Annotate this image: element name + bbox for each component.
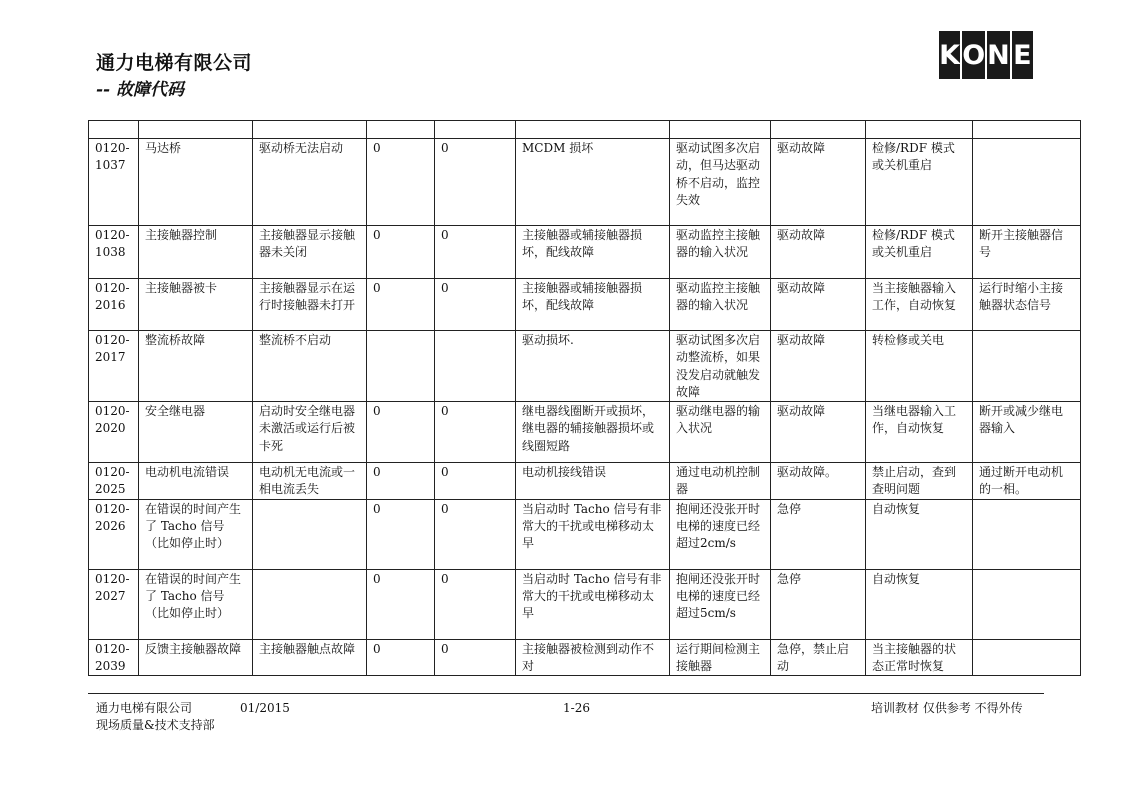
cell-code: 0120-2017 — [89, 331, 139, 402]
cell-remedy — [973, 331, 1081, 402]
cell-param-b: 0 — [435, 639, 516, 676]
cell-code — [89, 121, 139, 139]
cell-name: 在错误的时间产生了 Tacho 信号（比如停止时） — [139, 499, 253, 569]
cell-code: 0120-2016 — [89, 279, 139, 331]
cell-param-a: 0 — [367, 279, 435, 331]
cell-remedy: 断开主接触器信号 — [973, 226, 1081, 279]
cell-type: 驱动故障 — [771, 331, 866, 402]
cell-detection — [670, 121, 771, 139]
cell-param-b: 0 — [435, 463, 516, 500]
cell-detection: 通过电动机控制器 — [670, 463, 771, 500]
cell-description: 主接触器显示在运行时接触器未打开 — [253, 279, 367, 331]
cell-name — [139, 121, 253, 139]
footer-company: 通力电梯有限公司 — [96, 701, 193, 715]
cell-name: 马达桥 — [139, 139, 253, 226]
cell-description — [253, 499, 367, 569]
cell-remedy — [973, 639, 1081, 676]
cell-name: 主接触器控制 — [139, 226, 253, 279]
cell-recovery: 转检修或关电 — [866, 331, 973, 402]
cell-description: 主接触器触点故障 — [253, 639, 367, 676]
footer-date: 01/2015 — [240, 701, 290, 715]
cell-type — [771, 121, 866, 139]
cell-code: 0120-2020 — [89, 402, 139, 463]
table-row — [89, 499, 1081, 569]
logo-letter: E — [1012, 31, 1033, 79]
cell-remedy — [973, 499, 1081, 569]
table-row — [89, 331, 1081, 402]
cell-recovery: 当主接触器输入工作，自动恢复 — [866, 279, 973, 331]
cell-param-a: 0 — [367, 463, 435, 500]
cell-param-b: 0 — [435, 139, 516, 226]
cell-type: 急停 — [771, 499, 866, 569]
cell-param-b — [435, 121, 516, 139]
cell-cause: 驱动损坏. — [516, 331, 670, 402]
cell-name: 电动机电流错误 — [139, 463, 253, 500]
cell-code: 0120-2026 — [89, 499, 139, 569]
cell-detection: 驱动监控主接触器的输入状况 — [670, 226, 771, 279]
cell-name: 在错误的时间产生了 Tacho 信号（比如停止时） — [139, 569, 253, 639]
cell-param-a: 0 — [367, 139, 435, 226]
cell-detection: 抱闸还没张开时电梯的速度已经超过5cm/s — [670, 569, 771, 639]
cell-code: 0120-1038 — [89, 226, 139, 279]
cell-param-a: 0 — [367, 499, 435, 569]
footer-page-number: 1-26 — [563, 701, 590, 715]
cell-param-b: 0 — [435, 499, 516, 569]
cell-param-a — [367, 121, 435, 139]
cell-code: 0120-2039 — [89, 639, 139, 676]
logo-letter: O — [962, 31, 985, 79]
table-row — [89, 639, 1081, 676]
cell-detection: 抱闸还没张开时电梯的速度已经超过2cm/s — [670, 499, 771, 569]
cell-name: 整流桥故障 — [139, 331, 253, 402]
cell-remedy: 运行时缩小主接触器状态信号 — [973, 279, 1081, 331]
cell-detection: 驱动试图多次启动整流桥，如果没发启动就触发故障 — [670, 331, 771, 402]
cell-param-b — [435, 331, 516, 402]
cell-code: 0120-2027 — [89, 569, 139, 639]
cell-remedy — [973, 569, 1081, 639]
cell-name: 反馈主接触器故障 — [139, 639, 253, 676]
cell-cause: 主接触器被检测到动作不对 — [516, 639, 670, 676]
table-row — [89, 402, 1081, 463]
cell-type: 驱动故障 — [771, 139, 866, 226]
cell-recovery: 检修/RDF 模式或关机重启 — [866, 139, 973, 226]
cell-param-a: 0 — [367, 226, 435, 279]
cell-detection: 驱动试图多次启动，但马达驱动桥不启动，监控失效 — [670, 139, 771, 226]
cell-param-b: 0 — [435, 226, 516, 279]
cell-description: 驱动桥无法启动 — [253, 139, 367, 226]
footer-department: 现场质量&技术支持部 — [96, 718, 215, 732]
kone-logo — [939, 31, 1033, 79]
cell-detection: 驱动监控主接触器的输入状况 — [670, 279, 771, 331]
cell-param-a: 0 — [367, 569, 435, 639]
cell-type: 驱动故障 — [771, 279, 866, 331]
table-header-row — [89, 121, 1081, 139]
cell-cause: 当启动时 Tacho 信号有非常大的干扰或电梯移动太早 — [516, 499, 670, 569]
cell-description — [253, 569, 367, 639]
company-title: 通力电梯有限公司 — [96, 52, 253, 74]
cell-cause — [516, 121, 670, 139]
cell-description — [253, 121, 367, 139]
logo-letter: K — [939, 31, 960, 79]
cell-recovery: 禁止启动，查到查明问题 — [866, 463, 973, 500]
cell-remedy: 断开或减少继电器输入 — [973, 402, 1081, 463]
table-row — [89, 139, 1081, 226]
cell-detection: 驱动继电器的输入状况 — [670, 402, 771, 463]
cell-cause: 电动机接线错误 — [516, 463, 670, 500]
table-row — [89, 279, 1081, 331]
cell-recovery: 自动恢复 — [866, 569, 973, 639]
cell-name: 主接触器被卡 — [139, 279, 253, 331]
cell-param-a — [367, 331, 435, 402]
cell-param-b: 0 — [435, 569, 516, 639]
cell-param-a: 0 — [367, 402, 435, 463]
cell-description: 主接触器显示接触器未关闭 — [253, 226, 367, 279]
cell-cause: 主接触器或辅接触器损坏，配线故障 — [516, 226, 670, 279]
table-row — [89, 569, 1081, 639]
cell-remedy — [973, 121, 1081, 139]
cell-code: 0120-2025 — [89, 463, 139, 500]
cell-param-b: 0 — [435, 279, 516, 331]
cell-type: 急停，禁止启动 — [771, 639, 866, 676]
logo-letter: N — [987, 31, 1010, 79]
table-body — [89, 121, 1081, 676]
footer-notice: 培训教材 仅供参考 不得外传 — [871, 701, 1023, 715]
cell-description: 启动时安全继电器未激活或运行后被卡死 — [253, 402, 367, 463]
cell-cause: 主接触器或辅接触器损坏，配线故障 — [516, 279, 670, 331]
cell-type: 急停 — [771, 569, 866, 639]
table-row — [89, 226, 1081, 279]
cell-param-b: 0 — [435, 402, 516, 463]
cell-param-a: 0 — [367, 639, 435, 676]
cell-recovery — [866, 121, 973, 139]
cell-remedy: 通过断开电动机的一相。 — [973, 463, 1081, 500]
cell-recovery: 自动恢复 — [866, 499, 973, 569]
cell-name: 安全继电器 — [139, 402, 253, 463]
section-title: -- 故障代码 — [96, 80, 185, 100]
cell-recovery: 当主接触器的状态正常时恢复 — [866, 639, 973, 676]
fault-code-table — [88, 120, 1081, 676]
cell-cause: MCDM 损坏 — [516, 139, 670, 226]
cell-type: 驱动故障 — [771, 402, 866, 463]
cell-type: 驱动故障。 — [771, 463, 866, 500]
cell-remedy — [973, 139, 1081, 226]
cell-code: 0120-1037 — [89, 139, 139, 226]
footer-divider — [88, 693, 1044, 694]
table-row — [89, 463, 1081, 500]
cell-detection: 运行期间检测主接触器 — [670, 639, 771, 676]
cell-recovery: 检修/RDF 模式或关机重启 — [866, 226, 973, 279]
cell-description: 整流桥不启动 — [253, 331, 367, 402]
cell-cause: 当启动时 Tacho 信号有非常大的干扰或电梯移动太早 — [516, 569, 670, 639]
cell-cause: 继电器线圈断开或损坏，继电器的辅接触器损坏或线圈短路 — [516, 402, 670, 463]
cell-recovery: 当继电器输入工作，自动恢复 — [866, 402, 973, 463]
cell-description: 电动机无电流或一相电流丢失 — [253, 463, 367, 500]
cell-type: 驱动故障 — [771, 226, 866, 279]
